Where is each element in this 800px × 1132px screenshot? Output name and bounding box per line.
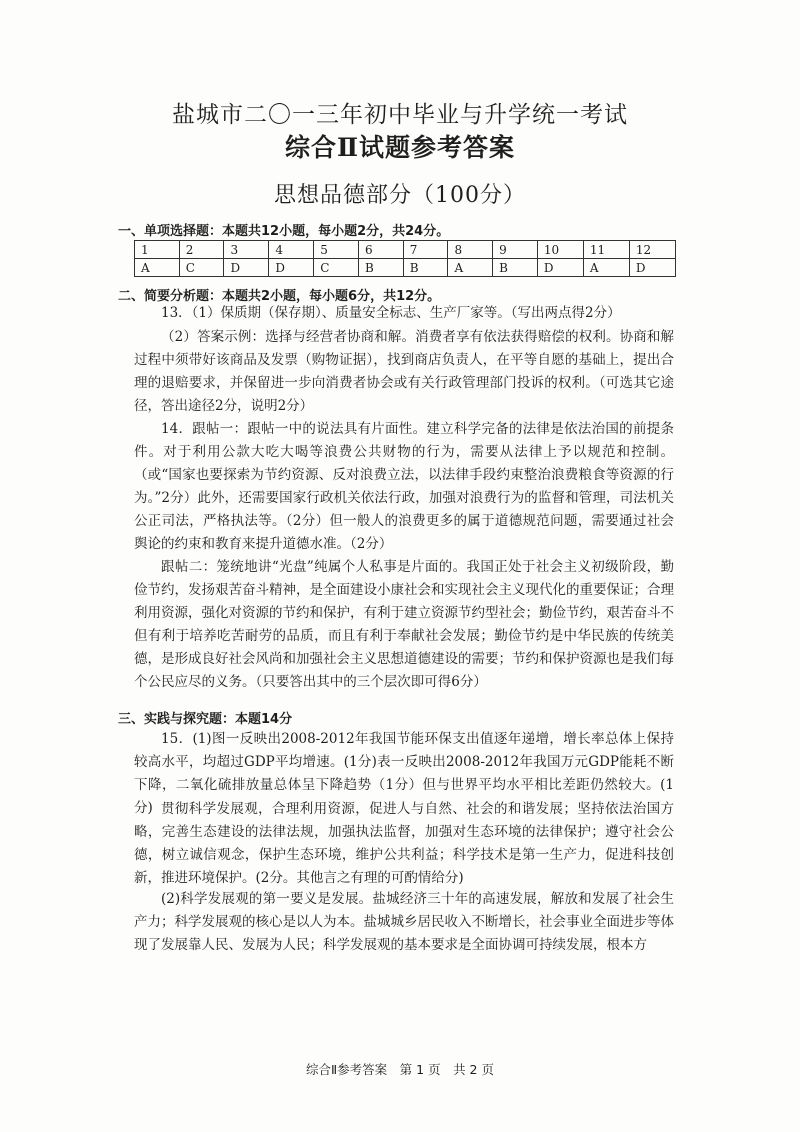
question-number: 7	[403, 241, 448, 259]
exam-title: 盐城市二〇一三年初中毕业与升学统一考试	[172, 102, 628, 128]
answer-14-post1: 14．跟帖一：跟帖一中的说法具有片面性。建立科学完备的法律是依法治国的前提条件。对于利用公款大吃大喝等浪费公共财物的行为，需要从法律上予以规范和控制。（或“国家也要探索为节约资源、反对浪费立法，以法律手段约束整治浪费粮食等资源的行为。”2分）此外，还需要国家行政机关依法行政，加强对浪费行为的监督和管理，司法机关公正司法，严格执法等。（2分）但一般人的浪费更多的属于道德规范问题，需要通过社会舆论的约束和教育来提升道德水准。（2分）	[134, 421, 674, 552]
section1-heading: 一、单项选择题：本题共12小题，每小题2分，共24分。	[118, 224, 450, 239]
answer-15-part1: 15．(1)图一反映出2008-2012年我国节能环保支出值逐年递增，增长率总体上保持较高水平，均超过GDP平均增速。(1分)表一反映出2008-2012年我国万元GDP能耗不断下降，二氧化硫排放量总体呈下降趋势（1分）但与世界平均水平相比差距仍然较大。(1分)	[134, 731, 674, 816]
section3-heading: 三、实践与探究题：本题14分	[118, 712, 293, 727]
answer-table	[134, 240, 676, 277]
question-number: 12	[629, 241, 675, 259]
question-number: 9	[493, 241, 538, 259]
question-number: 6	[359, 241, 404, 259]
section2-heading: 二、简要分析题：本题共2小题，每小题6分，共12分。	[118, 289, 441, 304]
answer-cell: D	[629, 259, 675, 277]
answer-cell: A	[135, 259, 180, 277]
answer-cell: B	[493, 259, 538, 277]
question-number: 11	[583, 241, 629, 259]
answer-13-part2: （2）答案示例：选择与经营者协商和解。消费者享有依法获得赔偿的权利。协商和解过程中须带好该商品及发票（购物证据），找到商店负责人，在平等自愿的基础上，提出合理的退赔要求，并保留进一步向消费者协会或有关行政管理部门投诉的权利。（可选其它途径，答出途径2分，说明2分）	[134, 329, 674, 414]
answer-14-post2: 跟帖二：笼统地讲“光盘”纯属个人私事是片面的。我国正处于社会主义初级阶段，勤俭节约，发扬艰苦奋斗精神，是全面建设小康社会和实现社会主义现代化的重要保证；合理利用资源，强化对资源的节约和保护，有利于建立资源节约型社会；勤俭节约，艰苦奋斗不但有利于培养吃苦耐劳的品质，而且有利于奉献社会发展；勤俭节约是中华民族的传统美德，是形成良好社会风尚和加强社会主义思想道德建设的需要；节约和保护资源也是我们每个公民应尽的义务。（只要答出其中的三个层次即可得6分）	[134, 559, 674, 690]
question-number: 5	[314, 241, 359, 259]
page-footer: 综合Ⅱ参考答案 第 1 页 共 2 页	[306, 1062, 494, 1077]
answer-cell: D	[269, 259, 314, 277]
answer-cell: C	[314, 259, 359, 277]
question-number: 8	[448, 241, 493, 259]
answer-15-part2: (2)科学发展观的第一要义是发展。盐城经济三十年的高速发展，解放和发展了社会生产力；科学发展观的核心是以人为本。盐城城乡居民收入不断增长，社会事业全面进步等体现了发展靠人民、发展为人民；科学发展观的基本要求是全面协调可持续发展，根本方	[134, 891, 674, 953]
question-number: 1	[135, 241, 180, 259]
answer-cell: D	[224, 259, 269, 277]
question-number: 4	[269, 241, 314, 259]
document-title: 综合Ⅱ试题参考答案	[284, 133, 516, 162]
answer-cell: A	[448, 259, 493, 277]
subject-title: 思想品德部分（100分）	[274, 183, 526, 208]
answer-row	[135, 259, 676, 277]
question-number-row	[135, 241, 676, 259]
answer-cell: B	[403, 259, 448, 277]
answer-13-part1: 13．（1）保质期（保存期）、质量安全标志、生产厂家等。（写出两点得2分）	[161, 305, 621, 321]
answer-cell: B	[359, 259, 404, 277]
answer-cell: C	[179, 259, 224, 277]
answer-15-measures: 贯彻科学发展观，合理利用资源，促进人与自然、社会的和谐发展；坚持依法治国方略，完善生态建设的法律法规，加强执法监督，加强对生态环境的法律保护；遵守社会公德，树立诚信观念，保护生态环境，维护公共利益；科学技术是第一生产力，促进科技创新，推进环境保护。(2分。其他言之有理的可酌情给分)	[134, 801, 674, 886]
answer-cell: A	[583, 259, 629, 277]
question-number: 3	[224, 241, 269, 259]
question-number: 2	[179, 241, 224, 259]
question-number: 10	[537, 241, 583, 259]
answer-cell: D	[537, 259, 583, 277]
